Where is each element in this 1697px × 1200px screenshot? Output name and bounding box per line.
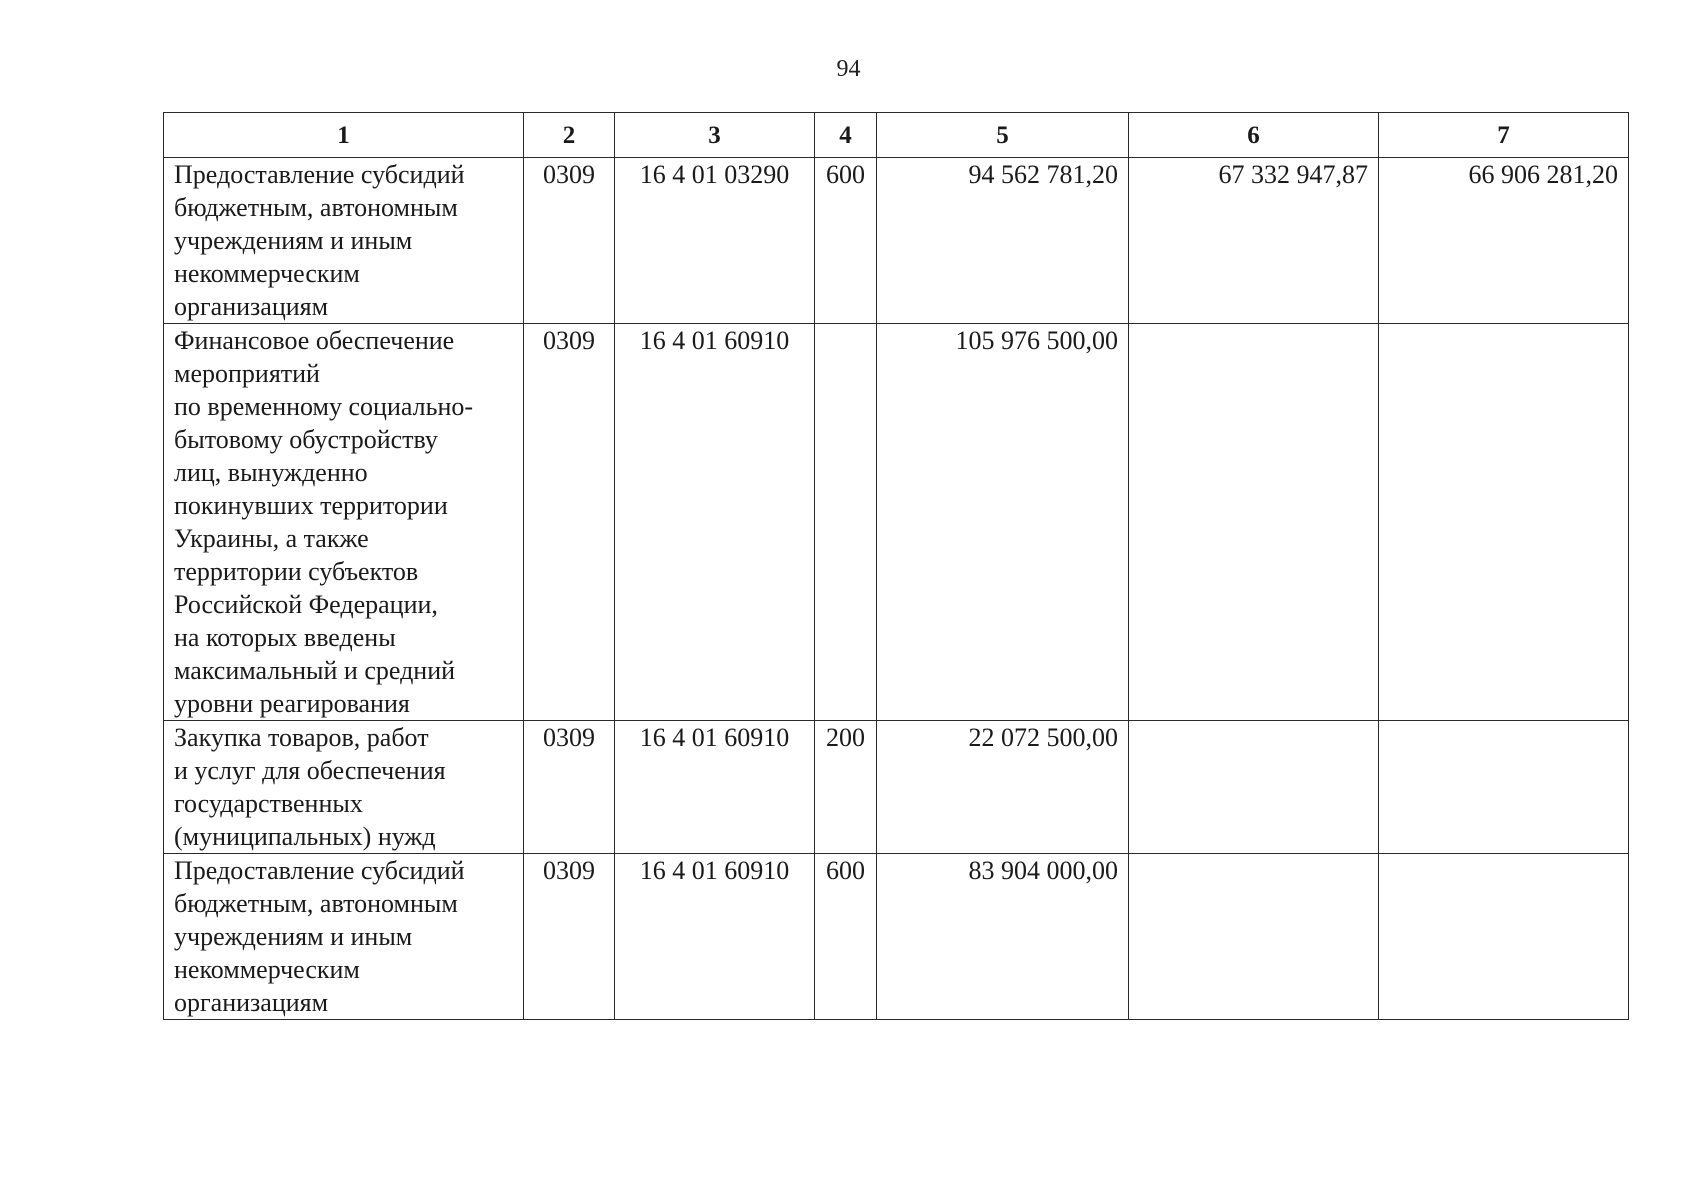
- header-col-7: 7: [1379, 113, 1629, 158]
- section-cell: 0309: [524, 854, 615, 1020]
- description-cell: Предоставление субсидий бюджетным, автономным учреждениям и иным некоммерческим организациям: [164, 854, 524, 1020]
- amount-col-6: [1129, 721, 1379, 854]
- table-row: [164, 324, 1629, 721]
- header-col-1: 1: [164, 113, 524, 158]
- expense-type-cell: [815, 324, 877, 721]
- section-cell: 0309: [524, 721, 615, 854]
- table-row: [164, 158, 1629, 324]
- header-col-6: 6: [1129, 113, 1379, 158]
- target-article-cell: 16 4 01 60910: [615, 721, 815, 854]
- expense-type-cell: 600: [815, 158, 877, 324]
- header-col-5: 5: [877, 113, 1129, 158]
- description-cell: Предоставление субсидий бюджетным, автономным учреждениям и иным некоммерческим организациям: [164, 158, 524, 324]
- budget-table: [163, 112, 1629, 1020]
- description-cell: Закупка товаров, работ и услуг для обеспечения государственных (муниципальных) нужд: [164, 721, 524, 854]
- section-cell: 0309: [524, 158, 615, 324]
- amount-col-5: 83 904 000,00: [877, 854, 1129, 1020]
- amount-col-6: 67 332 947,87: [1129, 158, 1379, 324]
- header-col-4: 4: [815, 113, 877, 158]
- amount-col-5: 22 072 500,00: [877, 721, 1129, 854]
- amount-col-7: [1379, 854, 1629, 1020]
- amount-col-6: [1129, 854, 1379, 1020]
- amount-col-7: [1379, 721, 1629, 854]
- table-row: [164, 854, 1629, 1020]
- table-header-row: [164, 113, 1629, 158]
- amount-col-5: 105 976 500,00: [877, 324, 1129, 721]
- target-article-cell: 16 4 01 03290: [615, 158, 815, 324]
- description-cell: Финансовое обеспечение мероприятий по временному социально- бытовому обустройству лиц, вынужденно покинувших территории Украины, а также территории субъектов Российской Федерации, на которых введены максимальный и средний уровни реагирования: [164, 324, 524, 721]
- section-cell: 0309: [524, 324, 615, 721]
- amount-col-5: 94 562 781,20: [877, 158, 1129, 324]
- amount-col-7: [1379, 324, 1629, 721]
- header-col-3: 3: [615, 113, 815, 158]
- expense-type-cell: 200: [815, 721, 877, 854]
- table-row: [164, 721, 1629, 854]
- expense-type-cell: 600: [815, 854, 877, 1020]
- page-number: 94: [836, 56, 861, 82]
- target-article-cell: 16 4 01 60910: [615, 324, 815, 721]
- amount-col-6: [1129, 324, 1379, 721]
- target-article-cell: 16 4 01 60910: [615, 854, 815, 1020]
- amount-col-7: 66 906 281,20: [1379, 158, 1629, 324]
- header-col-2: 2: [524, 113, 615, 158]
